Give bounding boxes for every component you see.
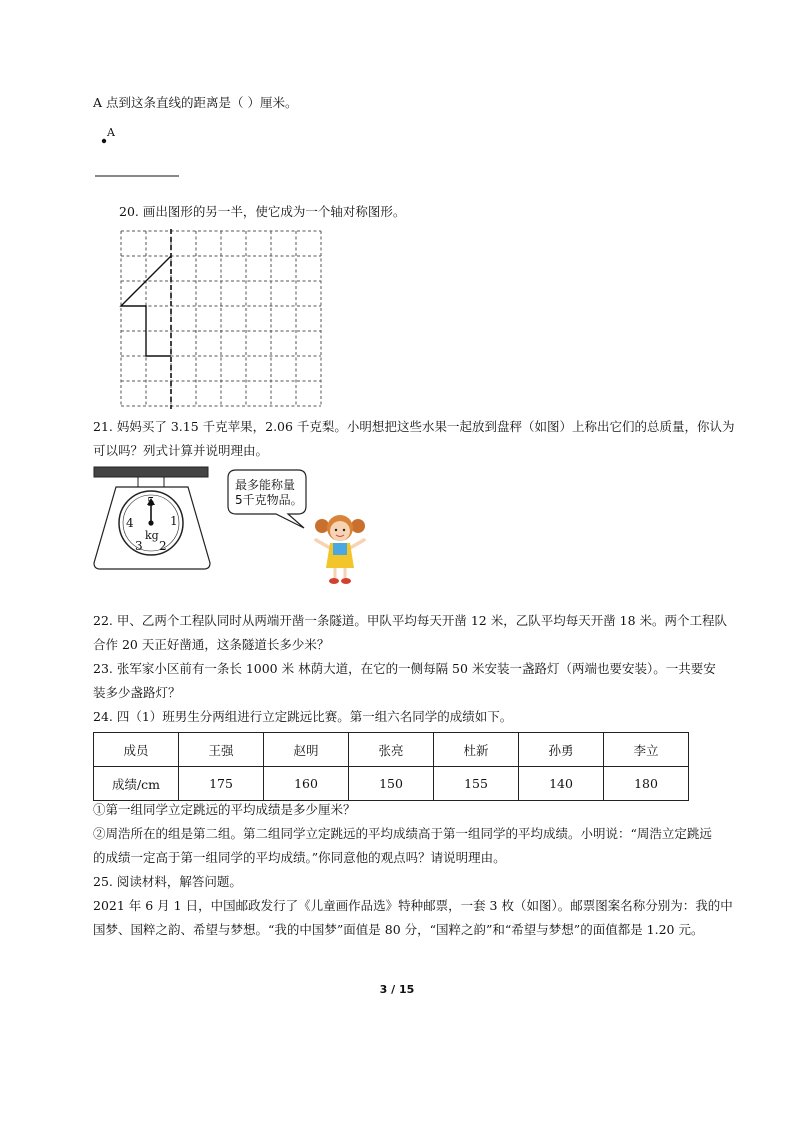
table-header-cell: 成员 [94,733,179,767]
girl-illustration [312,510,368,586]
q21-text-line1: 21. 妈妈买了 3.15 千克苹果，2.06 千克梨。小明想把这些水果一起放到盘秤（如图）上称出它们的总质量，你认为 [93,419,735,434]
q25-text-line2: 国梦、国粹之韵、希望与梦想。“我的中国梦”面值是 80 分，“国粹之韵”和“希望与梦想”的面值都是 1.20 元。 [93,922,704,937]
bubble-text-line2: 5千克物品。 [235,493,303,507]
symmetry-grid-figure [119,228,329,412]
table-cell: 180 [604,767,689,801]
dial-number-4: 4 [126,516,134,530]
dial-number-5: 5 [147,495,155,509]
q22-text-line1: 22. 甲、乙两个工程队同时从两端开凿一条隧道。甲队平均每天开凿 12 米，乙队平均每天开凿 18 米。两个工程队 [93,613,728,628]
table-header-cell: 杜新 [434,733,519,767]
table-header-cell: 赵明 [264,733,349,767]
q24-sub2-text-line2: 的成绩一定高于第一组同学的平均成绩。”你同意他的观点吗？请说明理由。 [93,850,506,865]
table-cell: 160 [264,767,349,801]
q23-text-line2: 装多少盏路灯？ [93,685,181,700]
q25-text-line1: 2021 年 6 月 1 日，中国邮政发行了《儿童画作品选》特种邮票，一套 3 枚（如图）。邮票图案名称分别为：我的中 [93,898,733,913]
dial-unit-label: kg [145,529,159,542]
table-cell: 成绩/cm [94,767,179,801]
q25-text: 25. 阅读材料，解答问题。 [93,874,242,889]
dial-number-2: 2 [159,539,167,553]
scores-table [93,732,689,801]
scale-illustration [92,465,212,573]
table-cell: 155 [434,767,519,801]
q22-text-line2: 合作 20 天正好凿通，这条隧道长多少米？ [93,637,330,652]
q23-text-line1: 23. 张军家小区前有一条长 1000 米 林荫大道，在它的一侧每隔 50 米安装一盏路灯（两端也要安装）。一共要安 [93,661,716,676]
q20-text: 20. 画出图形的另一半，使它成为一个轴对称图形。 [119,204,406,219]
a-distance-question: A 点到这条直线的距离是（ ）厘米。 [93,95,298,110]
q21-text-line2: 可以吗？列式计算并说明理由。 [93,443,269,458]
table-header-cell: 王强 [179,733,264,767]
table-header-row [94,733,689,767]
table-row [94,767,689,801]
bubble-text-line1: 最多能称量 [235,478,296,492]
table-cell: 150 [349,767,434,801]
page-number: 3 / 15 [379,983,415,996]
table-header-cell: 孙勇 [519,733,604,767]
q24-sub1-text: ①第一组同学立定跳远的平均成绩是多少厘米？ [93,802,356,817]
dial-number-1: 1 [170,514,178,528]
table-cell: 140 [519,767,604,801]
table-header-cell: 李立 [604,733,689,767]
dial-number-3: 3 [135,539,143,553]
point-a-label: A [107,126,115,139]
q24-text: 24. 四（1）班男生分两组进行立定跳远比赛。第一组六名同学的成绩如下。 [93,709,513,724]
table-cell: 175 [179,767,264,801]
q24-sub2-text-line1: ②周浩所在的组是第二组。第二组同学立定跳远的平均成绩高于第一组同学的平均成绩。小明说：“周浩立定跳远 [93,826,712,841]
table-header-cell: 张亮 [349,733,434,767]
